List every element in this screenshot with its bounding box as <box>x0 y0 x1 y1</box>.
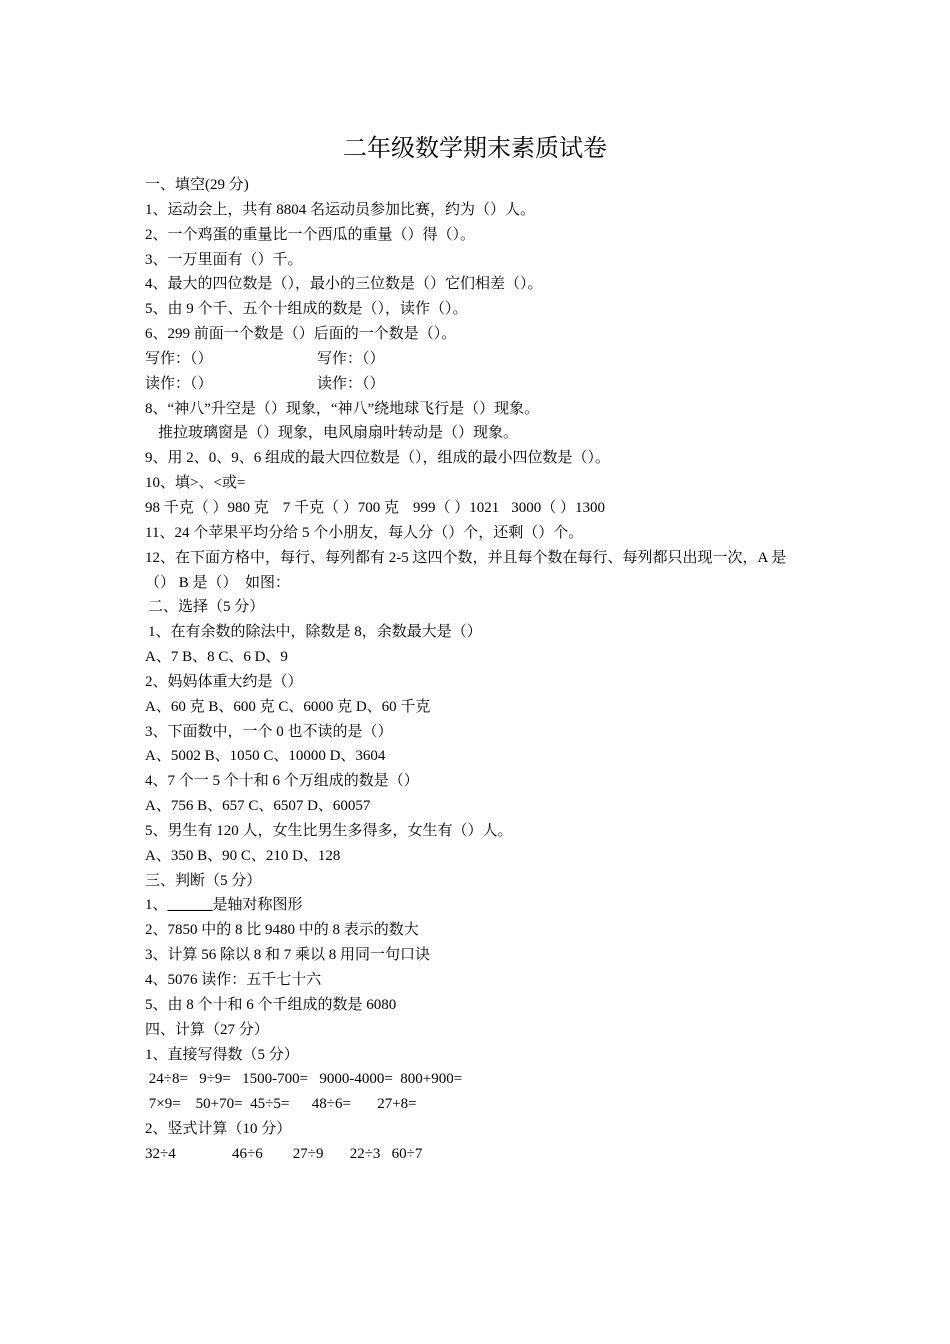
question-1-9: 9、用 2、0、9、6 组成的最大四位数是（），组成的最小四位数是（）。 <box>145 450 611 467</box>
read-a: 读作：（） <box>145 375 213 392</box>
write-b: 写作：（） <box>317 350 385 367</box>
choice-options-3: A、5002 B、1050 C、10000 D、3604 <box>145 748 386 765</box>
read-b: 读作：（） <box>317 375 385 392</box>
question-1-6: 6、299 前面一个数是（）后面的一个数是（）。 <box>145 326 457 343</box>
write-a: 写作：（） <box>145 350 213 367</box>
compare-item: 98 千克（ ）980 克 <box>145 499 269 516</box>
exam-content <box>145 173 815 1167</box>
choice-question-5: 5、男生有 120 人，女生比男生多得多，女生有（）人。 <box>145 822 513 839</box>
question-1-12: 12、在下面方格中，每行、每列都有 2-5 这四个数，并且每个数在每行、每列都只出现一次，A 是（） B 是（） 如图： <box>145 549 787 591</box>
judge-q1-prefix: 1、 <box>145 897 168 914</box>
choice-question-3: 3、下面数中，一个 0 也不读的是（） <box>145 723 393 740</box>
choice-question-4: 4、7 个一 5 个十和 6 个万组成的数是（） <box>145 773 419 790</box>
write-row <box>145 347 815 372</box>
section-heading-calc: 四、计算（27 分） <box>145 1021 269 1038</box>
question-1-10: 10、填>、<或= <box>145 475 246 492</box>
section-heading-fill-blank: 一、填空(29 分) <box>145 177 249 193</box>
compare-item: 999（ ）1021 <box>413 499 500 516</box>
choice-options-2: A、60 克 B、600 克 C、6000 克 D、60 千克 <box>145 698 431 715</box>
question-1-8a: 8、“神八”升空是（）现象，“神八”绕地球飞行是（）现象。 <box>145 400 540 417</box>
question-1-1: 1、运动会上，共有 8804 名运动员参加比赛，约为（）人。 <box>145 201 536 218</box>
compare-item: 3000（ ）1300 <box>511 499 606 516</box>
question-1-3: 3、一万里面有（）千。 <box>145 251 303 268</box>
judge-q1-blank: ______ <box>167 897 213 914</box>
calc-row-2: 7×9= 50+70= 45÷5= 48÷6= 27+8= <box>145 1096 417 1113</box>
judge-question-3: 3、计算 56 除以 8 和 7 乘以 8 用同一句口诀 <box>145 947 431 964</box>
judge-question-5: 5、由 8 个十和 6 个千组成的数是 6080 <box>145 996 397 1013</box>
choice-options-5: A、350 B、90 C、210 D、128 <box>145 847 341 864</box>
calc-row-3: 32÷4 46÷6 27÷9 22÷3 60÷7 <box>145 1145 423 1162</box>
question-1-10-items <box>145 496 815 521</box>
compare-item: 7 千克（ ）700 克 <box>282 499 400 516</box>
question-1-11: 11、24 个苹果平均分给 5 个小朋友，每人分（）个，还剩（）个。 <box>145 524 584 541</box>
choice-options-4: A、756 B、657 C、6507 D、60057 <box>145 798 371 815</box>
section-heading-judge: 三、判断（5 分） <box>145 872 262 889</box>
question-1-8b: 推拉玻璃窗是（）现象，电风扇扇叶转动是（）现象。 <box>158 425 519 442</box>
judge-q1-suffix: 是轴对称图形 <box>212 897 303 914</box>
question-1-5: 5、由 9 个千、五个十组成的数是（），读作（）。 <box>145 301 468 318</box>
question-1-4: 4、最大的四位数是（），最小的三位数是（）它们相差（）。 <box>145 276 543 293</box>
judge-question-1 <box>145 893 815 918</box>
section-heading-choice: 二、选择（5 分） <box>148 599 265 616</box>
read-row <box>145 372 815 397</box>
calc-part-1: 1、直接写得数（5 分） <box>145 1046 299 1063</box>
judge-question-4: 4、5076 读作：五千七十六 <box>145 972 322 988</box>
choice-question-2: 2、妈妈体重大约是（） <box>145 673 303 690</box>
calc-part-2: 2、竖式计算（10 分） <box>145 1121 292 1138</box>
choice-question-1: 1、在有余数的除法中，除数是 8，余数最大是（） <box>148 624 482 641</box>
choice-options-1: A、7 B、8 C、6 D、9 <box>145 649 288 666</box>
question-1-2: 2、一个鸡蛋的重量比一个西瓜的重量（）得（）。 <box>145 226 476 243</box>
page-title: 二年级数学期末素质试卷 <box>343 136 607 162</box>
calc-row-1: 24÷8= 9÷9= 1500-700= 9000-4000= 800+900= <box>145 1071 463 1088</box>
judge-question-2: 2、7850 中的 8 比 9480 中的 8 表示的数大 <box>145 922 419 939</box>
